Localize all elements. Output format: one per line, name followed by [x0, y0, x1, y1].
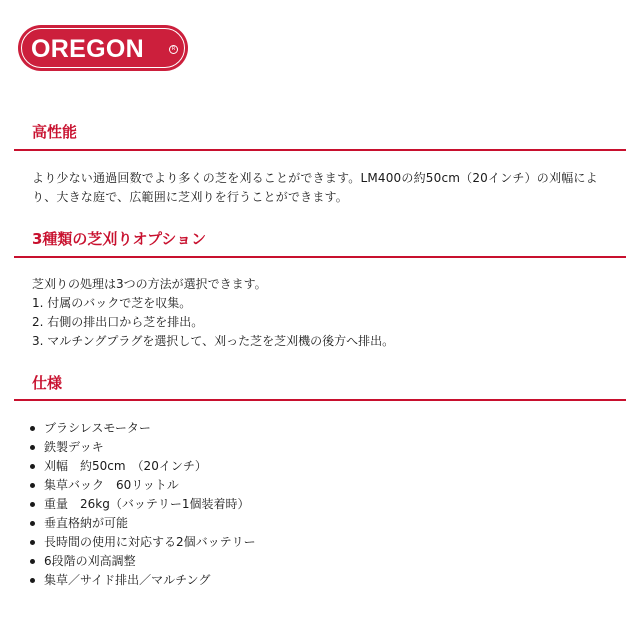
spec-text: 刈幅 約50cm （20インチ） [44, 459, 207, 473]
logo-text: OREGON [31, 35, 144, 63]
spec-text: 集草／サイド排出／マルチング [44, 573, 211, 587]
section-title-options: 3種類の芝刈りオプション [32, 230, 207, 248]
spec-text: 鉄製デッキ [44, 440, 104, 454]
spec-text: 集草バック 60リットル [44, 478, 179, 492]
spec-item [30, 552, 256, 571]
bullet-icon [30, 464, 35, 469]
option-item: 1. 付属のバックで芝を収集。 [32, 296, 192, 310]
spec-item [30, 476, 256, 495]
section-divider [14, 256, 626, 258]
bullet-icon [30, 559, 35, 564]
section-divider [14, 149, 626, 151]
spec-item [30, 438, 256, 457]
spec-item [30, 571, 256, 590]
bullet-icon [30, 540, 35, 545]
bullet-icon [30, 445, 35, 450]
options-intro: 芝刈りの処理は3つの方法が選択できます。 [32, 277, 267, 291]
oregon-logo [18, 25, 188, 71]
spec-text: ブラシレスモーター [44, 421, 151, 435]
option-item: 2. 右側の排出口から芝を排出。 [32, 315, 204, 329]
specs-list [30, 419, 256, 590]
options-list [32, 275, 394, 351]
spec-text: 6段階の刈高調整 [44, 554, 136, 568]
performance-description: より少ない通過回数でより多くの芝を刈ることができます。LM400の約50cm（20インチ）の刈幅により、大きな庭で、広範囲に芝刈りを行うことができます。 [32, 171, 598, 204]
spec-item [30, 495, 256, 514]
bullet-icon [30, 521, 35, 526]
bullet-icon [30, 578, 35, 583]
spec-text: 垂直格納が可能 [44, 516, 129, 530]
bullet-icon [30, 502, 35, 507]
registered-mark-icon: R [169, 45, 178, 54]
option-item: 3. マルチングプラグを選択して、刈った芝を芝刈機の後方へ排出。 [32, 334, 395, 348]
spec-text: 重量 26kg（バッテリー1個装着時） [44, 497, 250, 511]
section-title-specs: 仕様 [32, 374, 63, 392]
spec-item [30, 533, 256, 552]
spec-item [30, 457, 256, 476]
section-title-performance: 高性能 [32, 123, 78, 141]
spec-item [30, 514, 256, 533]
bullet-icon [30, 426, 35, 431]
spec-item [30, 419, 256, 438]
section-divider [14, 399, 626, 401]
bullet-icon [30, 483, 35, 488]
spec-text: 長時間の使用に対応する2個バッテリー [44, 535, 256, 549]
logo-border [21, 28, 185, 68]
